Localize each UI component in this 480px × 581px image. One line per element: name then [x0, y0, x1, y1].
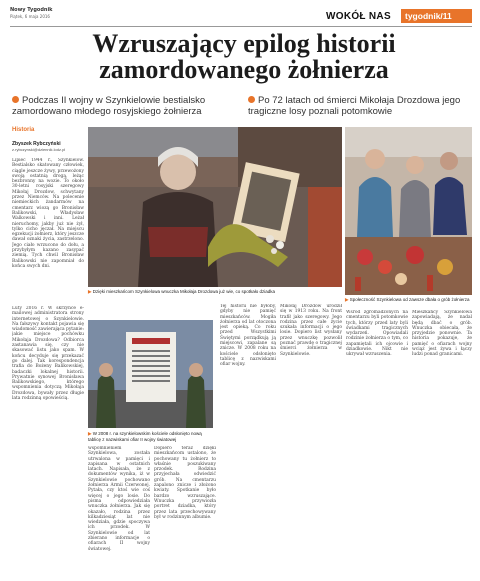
photo-granddaughter-image	[88, 127, 342, 287]
column-1b: Luty 2016 r. W skrzynce e-mailowej administratora strony internetowej o Szynkielowie. Na fałszywy kontakt pojawia się wiadomość zawierająca pytanie: jakie miejsce pochówku Mikołaja Drozdowa? Odbiorca zastanawia się, czy nie skasować listu jako spam. W końcu decyduje się przekazać go dalej. Tak korespondencja trafia do Bożeny Balikowskiej, badaczki lokalnej historii. Prywatnie synowej Bronisława Balikowskiego, którego wspomnienia dotyczą Mikołaja Drozdowa, bywały przez długie lata rodzinną opowieścią.	[12, 306, 84, 402]
byline-name: Zbyszek Rybczyński	[12, 141, 61, 147]
headline: Wzruszający epilog historii zamordowanego żołnierza	[92, 29, 396, 84]
bullet-icon	[12, 96, 19, 103]
photo-plaque	[88, 320, 213, 428]
lead-left-text: Podczas II wojny w Szynkielowie bestialsko zamordowano młodego rosyjskiego żołnierza	[12, 95, 206, 117]
column-7: Mieszkańcy Szynkielowa zapowiadają, że nadal będą dbać o grób. Wnuczka obiecała, że przyjedzie ponownie. Ta historia pokazuje, że pamięć o ofiarach wojny wciąż jest żywa i łączy ludzi ponad granicami.	[412, 310, 472, 358]
column-1a: Lipiec 1944 r., Szynkielów. Bestialsko skatowany człowiek, ciągle jeszcze żywy, przewożony swoją ostatnią drogą, leżąc bezbronny na wozie. To około 30-letni rosyjski szeregowy Mikołaj Drozdow, schwytany przez Niemców. Na polecenie niemieckich żandarmów na cmentarz wiozą go Bronisław Balikowski, Władysław Walkowski i inni. Leżał nieruchomy, jakby już nie żył, tylko cicho jęczał. Na miejscu egzekucji żołnierz, który jeszcze dawał oznaki życia, zastrzelono. Jego ciało wrzucono do dołu, a przybyłym kazano zasypać ziemią. Tych chwil Bronisław Balikowski nie zapomniał do końca swych dni.	[12, 158, 84, 269]
photo-community	[345, 127, 472, 295]
masthead	[10, 7, 472, 31]
byline-email: z.rybczynski@dziennik.lodz.pl	[12, 147, 66, 152]
category-tag: Historia	[12, 127, 35, 133]
photo-granddaughter	[88, 127, 342, 287]
caption-photo2-text: Społeczność Szynkielowa od zawsze dbała o grób żołnierza	[349, 297, 470, 302]
column-3: Dopiero teraz dzięki mieszkańcom ustalono, że pochowany tu żołnierz to właśnie poszukiwany przodek. Rodzina przyjechała odwiedzić grób. Na cmentarzu zapalono znicze i złożono kwiaty. Spotkanie było bardzo wzruszające. Wnuczka przywiozła portret dziadka, który przez lata przechowywany był w rodzinnym albumie.	[154, 446, 216, 520]
lead-left	[12, 95, 230, 117]
column-5: Mikołaj Drozdow urodził się w 1913 roku. Na front trafił jako szeregowy. Jego rodzina przez całe życie szukała informacji o jego losie. Dopiero list wysłany przez wnuczkę pozwolił poznać prawdę o tragicznej śmierci żołnierza w Szynkielowie.	[280, 304, 342, 357]
column-6: Wśród zgromadzonych na cmentarzu byli potomkowie tych, którzy przed laty byli świadkami tragicznych wydarzeń. Opowiadali rodzinie żołnierza o tym, co zapamiętali ich ojcowie i dziadkowie. Nikt nie ukrywał wzruszenia.	[346, 310, 408, 358]
section-title: WOKÓŁ NAS	[326, 11, 391, 22]
column-4: Tej historii nie byłoby, gdyby nie pamięć mieszkańców. Mogiła żołnierza od lat otoczona jest opieką. Co roku przed Wszystkimi Świętymi porządkują ją miejscowi, zapalane są znicze. W 2008 roku na kościele odsłonięto tablicę z nazwiskami ofiar wojny.	[220, 304, 276, 368]
photo-plaque-image	[88, 320, 213, 428]
column-2: wspomnieniem Szynkielowa, została utrwalona w pamięci i zapisana w ostatnich latach. Napisała, że z dokumentów wynika, iż w Szynkielowie pochowano żołnierza Armii Czerwonej. Pytała, czy ktoś wie coś więcej o jego losie. Do pisma odpowiedziała wnuczka żołnierza. Jak się okazało, rodzina przez kilkadziesiąt lat nie wiedziała, gdzie spoczywa ich przodek. W Szynkielowie od lat zbierano informacje o ofiarach II wojny światowej.	[88, 446, 150, 552]
photo-community-image	[345, 127, 472, 295]
section-brand: tygodnik/11	[401, 9, 472, 23]
caption-photo1-text: Dzięki mieszkańcom Szynkielowa wnuczka Mikołaja Drozdowa już wie, co spotkało dziadka	[92, 289, 276, 294]
caption-photo3: ▶ W 2008 r. na szynkielowskim kościele odsłonięto nową tablicę z nazwiskami ofiar II wojny światowej	[88, 431, 202, 442]
lead-right-text: Po 72 latach od śmierci Mikołaja Drozdowa jego tragiczne losy poznali potomkowie	[248, 95, 461, 117]
caption-photo1: ▶ Dzięki mieszkańcom Szynkielowa wnuczka Mikołaja Drozdowa już wie, co spotkało dziadka	[88, 289, 276, 294]
caption-photo3-text: W 2008 r. na szynkielowskim kościele odsłonięto nową tablicę z nazwiskami ofiar II wojny światowej	[88, 431, 202, 442]
top-rule	[10, 26, 472, 27]
newspaper-name: Nowy Tygodnik	[10, 7, 53, 13]
bullet-icon	[248, 96, 255, 103]
issue-date: Piątek, 6 maja 2016	[10, 14, 50, 19]
caption-photo2: ▶ Społeczność Szynkielowa od zawsze dbała o grób żołnierza	[345, 297, 470, 302]
lead-right	[248, 95, 468, 117]
